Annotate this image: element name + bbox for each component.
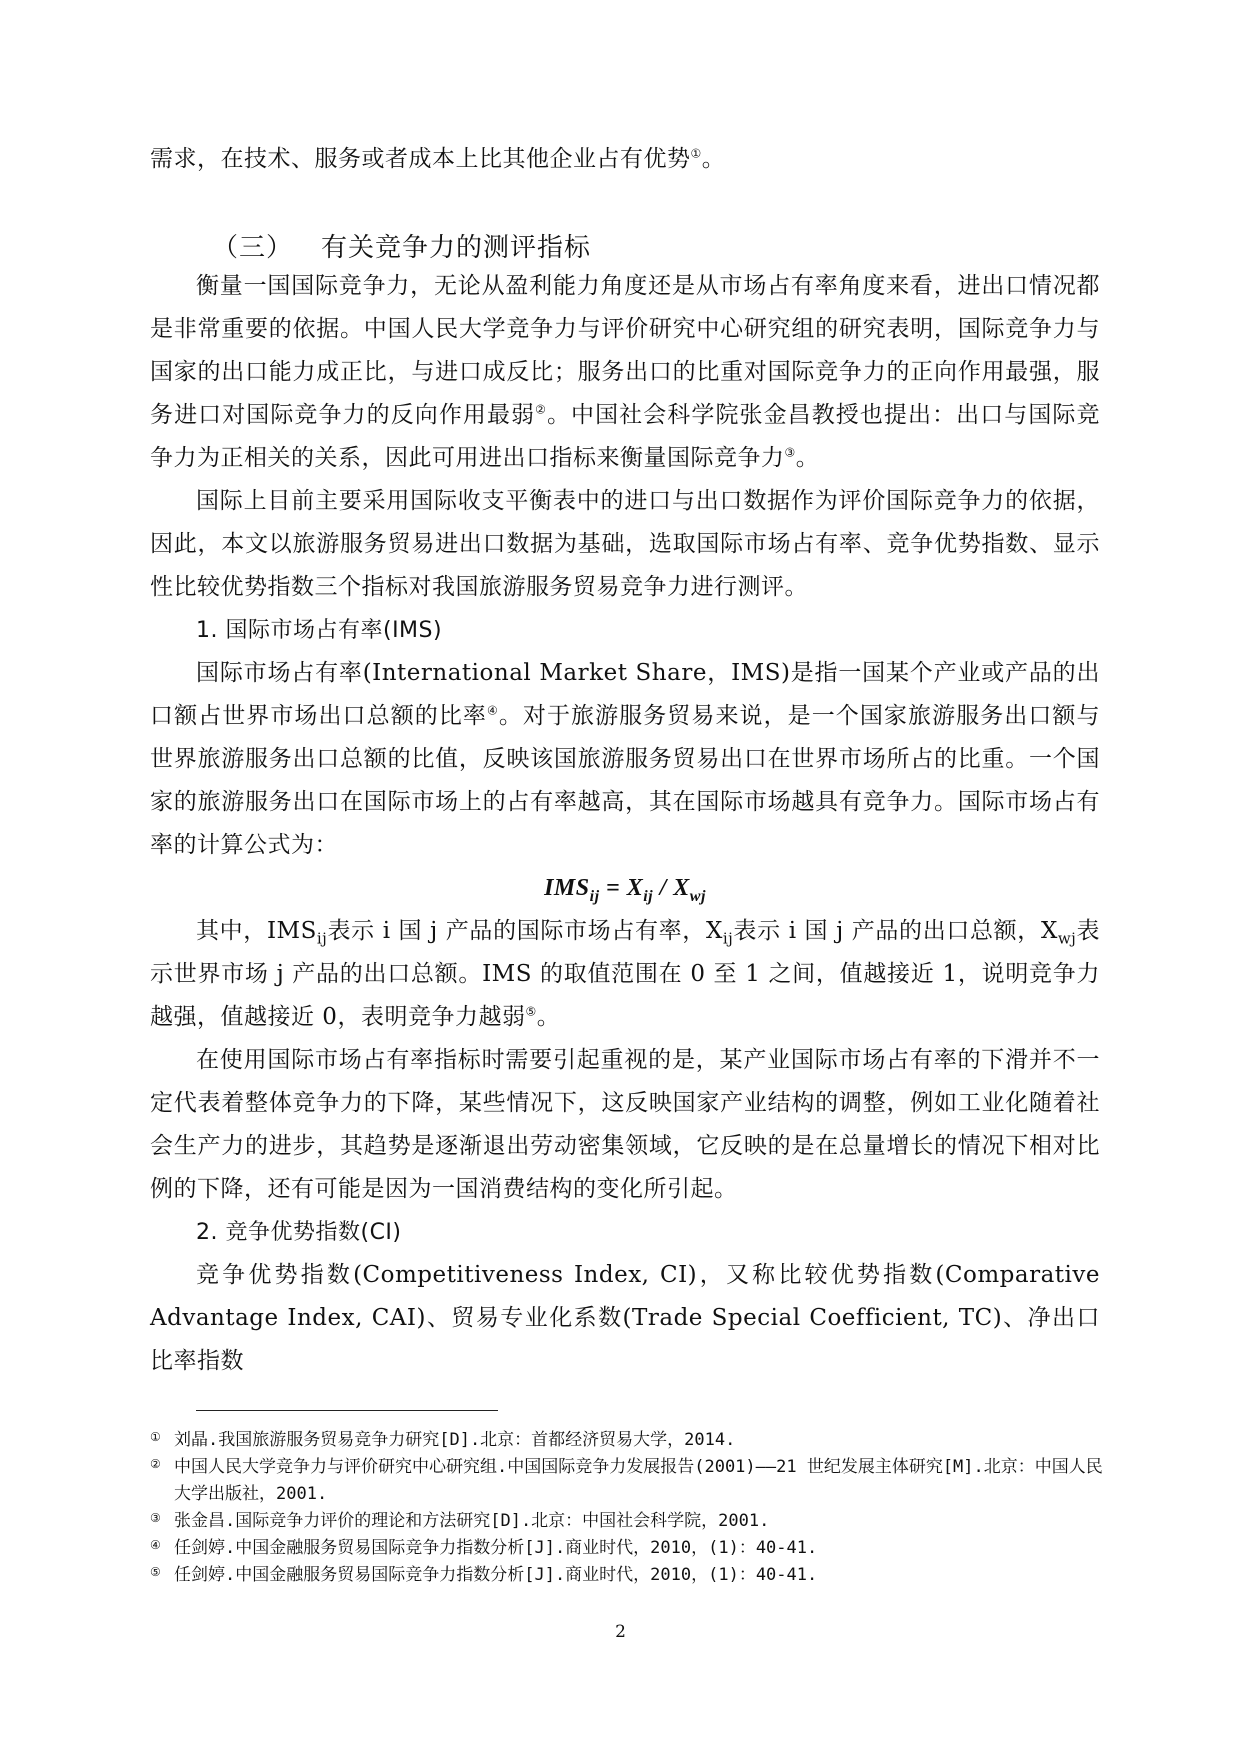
footnote-1: ① 刘晶.我国旅游服务贸易竞争力研究[D].北京：首都经济贸易大学，2014. <box>150 1430 736 1450</box>
footnote-4: ④ 任剑婷.中国金融服务贸易国际竞争力指数分析[J].商业时代，2010，(1)：40-41. <box>150 1538 818 1558</box>
footnote-ref-2[interactable]: ② <box>535 402 547 417</box>
footnote-ref-4[interactable]: ④ <box>486 703 499 718</box>
section-heading <box>212 228 591 268</box>
paragraph-6: 竞争优势指数(Competitiveness Index, CI)，又称比较优势指数(Comparative Advantage Index, CAI)、贸易专业化系数(Trade Special Coefficient, TC)、净出口比率指数 <box>150 1262 1100 1374</box>
paragraph-4: 其中，$IMS_{ij}$表示 i 国 j 产品的国际市场占有率，$X_{ij}$表示 i 国 j 产品的出口总额，$X_{wj}$表示世界市场 j 产品的出口总额。IMS 的取值范围在 0 至 1 之间，值越接近 1，说明竞争力越强，值越接近 0，表明竞争力越弱⑤。 <box>150 918 1100 1030</box>
ims-formula: $IMS_{ij} = X_{ij} / X_{wj}$ <box>544 875 706 905</box>
section-number: （三） <box>212 233 294 263</box>
subheading-ci: 2. 竞争优势指数(CI) <box>196 1220 402 1245</box>
footnote-3: ③ 张金昌.国际竞争力评价的理论和方法研究[D].北京：中国社会科学院，2001. <box>150 1511 770 1531</box>
intro-continuation <box>150 138 1100 181</box>
main-text <box>150 265 1100 1383</box>
page-number: 2 <box>615 1622 626 1642</box>
footnote-divider <box>196 1410 498 1411</box>
paragraph-3: 国际市场占有率(International Market Share，IMS)是指一国某个产业或产品的出口额占世界市场出口总额的比率④。对于旅游服务贸易来说，是一个国家旅游服务出口额与世界旅游服务出口总额的比值，反映该国旅游服务贸易出口在世界市场所占的比重。一个国家的旅游服务出口在国际市场上的占有率越高，其在国际市场越具有竞争力。国际市场占有率的计算公式为： <box>150 660 1100 858</box>
subheading-ims: 1. 国际市场占有率(IMS) <box>196 618 443 643</box>
footnote-ref-5[interactable]: ⑤ <box>525 1004 537 1019</box>
intro-paragraph: 需求，在技术、服务或者成本上比其他企业占有优势①。 <box>150 146 726 172</box>
paragraph-1: 衡量一国国际竞争力，无论从盈利能力角度还是从市场占有率角度来看，进出口情况都是非常重要的依据。中国人民大学竞争力与评价研究中心研究组的研究表明，国际竞争力与国家的出口能力成正比，与进口成反比；服务出口的比重对国际竞争力的正向作用最强，服务进口对国际竞争力的反向作用最弱②。中国社会科学院张金昌教授也提出：出口与国际竞争力为正相关的关系，因此可用进出口指标来衡量国际竞争力③。 <box>150 273 1100 471</box>
footnote-ref-1[interactable]: ① <box>690 146 702 161</box>
paragraph-5: 在使用国际市场占有率指标时需要引起重视的是，某产业国际市场占有率的下滑并不一定代表着整体竞争力的下降，某些情况下，这反映国家产业结构的调整，例如工业化随着社会生产力的进步，其趋势是逐渐退出劳动密集领域，它反映的是在总量增长的情况下相对比例的下降，还有可能是因为一国消费结构的变化所引起。 <box>150 1047 1100 1202</box>
footnote-5: ⑤ 任剑婷.中国金融服务贸易国际竞争力指数分析[J].商业时代，2010，(1)：40-41. <box>150 1565 818 1585</box>
footnote-ref-3[interactable]: ③ <box>784 445 796 460</box>
footnotes <box>150 1427 1110 1589</box>
section-title: 有关竞争力的测评指标 <box>321 233 592 263</box>
paragraph-2: 国际上目前主要采用国际收支平衡表中的进口与出口数据作为评价国际竞争力的依据，因此，本文以旅游服务贸易进出口数据为基础，选取国际市场占有率、竞争优势指数、显示性比较优势指数三个指标对我国旅游服务贸易竞争力进行测评。 <box>150 488 1100 600</box>
footnote-2: ② 中国人民大学竞争力与评价研究中心研究组.中国国际竞争力发展报告(2001)——21 世纪发展主体研究[M].北京：中国人民大学出版社，2001. <box>150 1457 1103 1504</box>
